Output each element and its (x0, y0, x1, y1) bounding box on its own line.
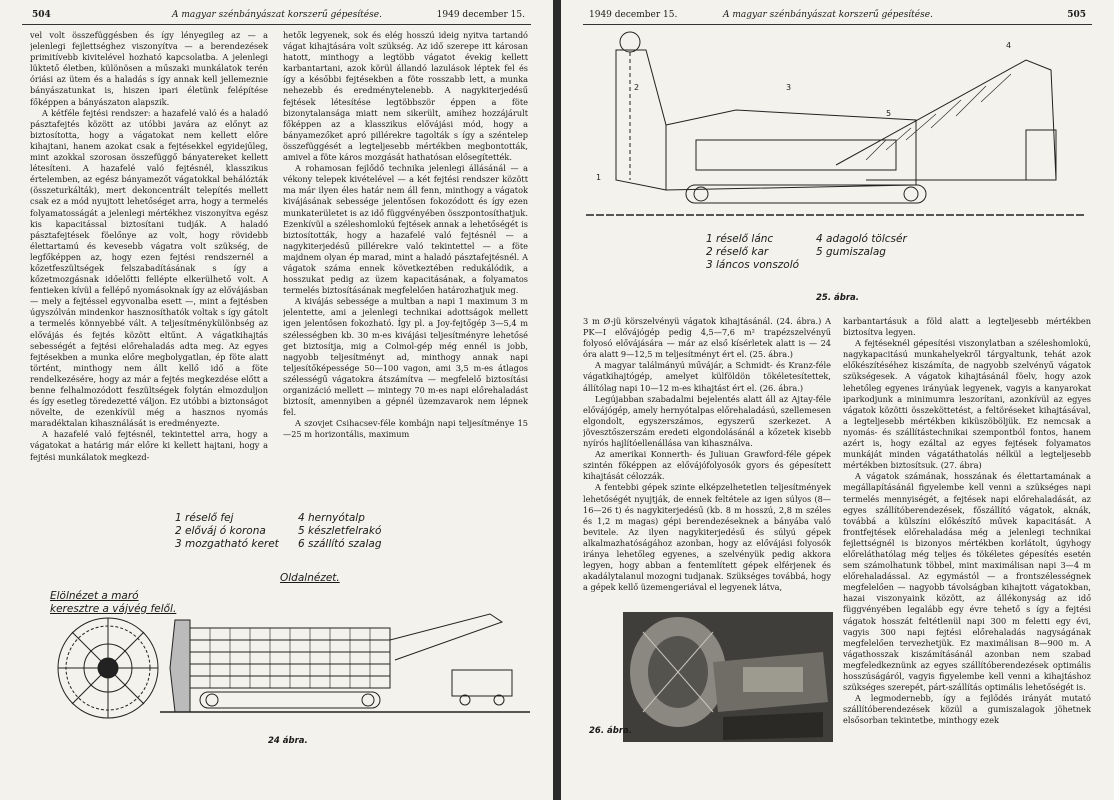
paragraph: 3 m Ø-jü körszelvényü vágatok kihajtásánál. (24. ábra.) A PK—I elővájógép pedig 4,5—7,6 m² trapézszelvényű folyosó elővájására — már az első kísérletek alatt is — 24 óra alatt 9—12,5 m teljesítményt ért el. (25. ábra.) (583, 316, 831, 360)
diagram-number: 2 (634, 83, 640, 92)
legend-item: 3 mozgatható keret (175, 538, 279, 550)
fig25-drawing (586, 30, 1086, 230)
legend-item: 1 réselő fej (175, 512, 234, 524)
fig24-side-label: Oldalnézet. (280, 572, 340, 584)
paragraph: A rohamosan fejlődő technika jelenlegi állásánál — a vékony telepek kivételével — a két fejtési rendszer között ma már ilyen éles határ nem áll fenn, minthogy a vágatok kivájásának sebessége jelentősen fokozódott és így ezen munkaterületet is az idő függvényében összpontosíthatjuk. Ezenkívül a széleshomlokú fejtések annak a lehetőségét is biztosították, hogy a hazafelé való fejtésnél — a nagykiterjedésű pillérekre való tekintettel — a föte majdnem olyan ép marad, mint a haladó pásztafejtésnél. A vágatok száma ennek következtében redukálódik, a hosszukat pedig az üzem kapacitásának, a folyamatos termelés biztosításának megfelelően határozhatjuk meg. (283, 163, 528, 296)
fig24-front-label-1: Elölnézet a maró (50, 590, 139, 602)
paragraph: A fentebbi gépek szinte elképzelhetetlen teljesítmények lehetőségét nyujtják, de ennek feltétele az igen súlyos (8—16—26 t) és nagykiterjedésű (kb. 8 m hosszú, 2,8 m széles és 1,2 m magas) gépi berendezéseknek a bányába való bevitele. Az ilyen nagykiterjedésű és súlyú gépek alkalmazhatóságához azonban, hogy az elővájási folyosók iránya lehetőleg egyenes, a szelvényük pedig akkora legyen, hogy abban a fentemlített gépek elférjenek és akadálytalanul mozogni tudjanak. Szükséges továbbá, hogy a gépek kellő üzemengeriával el legyenek látva, (583, 482, 831, 593)
paragraph: karbantartásuk a föld alatt a legteljesebb mértékben biztosítva legyen. (843, 316, 1091, 338)
paragraph: A hazafelé való fejtésnél, tekintettel arra, hogy a vágatokat a határig már előre ki kellett hajtani, hogy a fejtési munkálatok megkezd- (30, 429, 268, 462)
legend-item: 5 gumiszalag (816, 246, 886, 258)
page-number: 505 (1067, 10, 1086, 20)
fig24-drawing (40, 600, 530, 730)
left-page (0, 0, 553, 800)
page-header (22, 8, 531, 25)
paragraph: Az amerikai Konnerth- és Juliuan Grawford-féle gépek szintén főképpen az elővájófolyosók gyors és gépesített kihajtását célozzák. (583, 449, 831, 482)
page-number: 504 (32, 10, 51, 20)
paragraph: A kivájás sebessége a multban a napi 1 maximum 3 m jelentette, ami a jelenlegi technikai adottságok mellett igen jelentősen fokozható. Így pl. a Joy-fejtőgép 3—5,4 m szélességben kb. 30 m-es kivájási teljesítményre lehetősé get biztosítja, mig a Colmol-gép még ennél is jobb, nagyobb teljesítményt ad, minthogy annak napi teljesítőképessége 50—100 vagon, ami 3,5 m-es átlagos szélességű vágatokra átszámítva — megfelelő biztosítási organizáció mellett — mintegy 70 m-es napi előrehaladást biztosít, amennyiben a gépnél üzemzavarok nem lépnek fel. (283, 296, 528, 418)
legend-item: 2 réselő kar (706, 246, 769, 258)
legend-item: 2 előváj ó korona (175, 525, 266, 537)
fig24-front-label-2: keresztre a vájvég felől. (50, 603, 177, 615)
issue-date: 1949 december 15. (589, 10, 678, 20)
legend-item: 1 réselő lánc (706, 233, 774, 245)
paragraph: vel volt összefüggésben és így lényegileg az — a jelenlegi fejlettséghez viszonyítva — a berendezések primitívebb kivitelével hozható kapcsolatba. A jelenlegi lüktető életben, különösen a műszaki munkálatok terén óriási az ütem és a haladás s így annak kell jellemeznie bányászatunkat is, hiszen ipari életünk felépítése főképpen a bányászaton alapszik. (30, 30, 268, 107)
legend-item: 4 hernyótalp (298, 512, 365, 524)
diagram-number: 3 (786, 83, 792, 92)
paragraph: A legmodernebb, így a fejlődés irányát mutató szállítóberendezések közül a gumiszalagok jöhetnek elsősorban tekintetbe, minthogy ezek (843, 693, 1091, 726)
paragraph: hetők legyenek, sok és elég hosszú ideig nyitva tartandó vágat kihajtására volt szükség. Az idő szerepe itt károsan hatott, minthogy a legtöbb vágatot évekig kellett karbantartani, azok körül állandó lazulások léptek fel és így a későbbi fejtésekben a föte rosszabb lett, a munka nehezebb és eredménytelenebb. A nagykiterjedésű fejtések létesítése legtöbbször éppen a föte bizonytalansága miatt nem sikerült, amihez hozzájárult főképpen az a klasszikus elővájási mód, hogy a bányamezőket apró pillérekre tagolták s így a széntelep összefüggését a legteljesebb mértékben megbontották, amivel a föte káros mozgását hathatósan elősegítették. (283, 30, 528, 163)
text-column-1 (583, 316, 831, 608)
fig26-photo-art (623, 612, 833, 742)
right-page (561, 0, 1114, 800)
diagram-number: 5 (886, 109, 892, 118)
legend-item: 4 adagoló tölcsér (816, 233, 907, 245)
legend-item: 3 láncos vonszoló (706, 259, 800, 271)
page-header (583, 8, 1092, 25)
paragraph: A vágatok számának, hosszának és élettartamának a megállapításánál figyelembe kell venni a szükséges napi termelés mennyiségét, a fejtések napi előrehaladását, az egyes szállítóberendezések, főszállító vágatok, aknák, továbbá a külszíni előkészítő művek kapacitását. A frontfejtések előrehaladása még a jelenlegi technikai fejlettségnél is bizonyos mértékben korlátolt, úgyhogy előreláthatólag még teljes és tökéletes gépesítés esetén sem számolhatunk többel, mint maximálisan napi 3—4 m előrehaladással. Az egymástól — a frontszélességnek megfelelően — nagyobb távolságban kihajtott vágatokban, hazai viszonyaink között, az állékonyság az idő függvényében legalább egy évre tehető s így a fejtési vágatok hosszát feltétlenül napi 300 m feletti egy évi, vagyis 300 napi fejtési előrehaladás nagyságának megfelelően tervezhetjük. Ez maximálisan 8—900 m. A vágathosszak kiszámításánál azonban nem szabad megfeledkeznünk az egyes szállítóberendezések optimális hosszúságáról, vagyis figyelembe kell venni a kihajtáshoz szükséges szerepét, párt-szállítás optimális lehetőségét is. (843, 471, 1091, 693)
fig24-legend-left (175, 512, 279, 551)
fig24-caption: 24 ábra. (268, 736, 308, 746)
fig25-legend-right (816, 233, 907, 259)
diagram-number: 4 (1006, 41, 1012, 50)
running-title: A magyar szénbányászat korszerű gépesítése. (723, 10, 933, 20)
running-title: A magyar szénbányászat korszerű gépesítése. (172, 10, 382, 20)
fig26-photo (623, 612, 833, 742)
paragraph: A magyar találmányú művájár, a Schmidt- és Kranz-féle vágatkihajtógép, amelyet külföldön tökéletesítettek, állítólag napi 10—12 m-es kihajtást ért el. (26. ábra.) (583, 360, 831, 393)
legend-item: 6 szállító szalag (298, 538, 382, 550)
text-column-1 (30, 30, 268, 498)
issue-date: 1949 december 15. (436, 10, 525, 20)
legend-item: 5 készletfelrakó (298, 525, 382, 537)
text-column-2 (843, 316, 1091, 756)
paragraph: A szovjet Csihacsev-féle kombájn napi teljesítménye 15—25 m horizontális, maximum (283, 418, 528, 440)
paragraph: A fejtéseknél gépesítési viszonylatban a széleshomlokú, nagykapacitású munkahelyekről tárgyaltunk, tehát azok előkészítéséhez kiszámíta, de nagyobb szelvényű vágatok szükségesek. A vágatok kihajtásánál föelv, hogy azok lehetőleg egyenes irányúak legyenek, vagyis a kanyarokat iparkodjunk a minimumra leszorítani, azonkívül az egyes vágatok közötti összeköttetést, a feltöréseket kihajtásával, a legteljesebb mértékben kiküszöböljük. Ez nemcsak a nyomás- és szállítástechnikai szempontból fontos, hanem azért is, hogy ezáltal az egyes fejtések folyamatos munkáját minden vágatáthatolás nélkül a legteljesebb mértékben biztosítsuk. (27. ábra) (843, 338, 1091, 471)
fig26-caption: 26. ábra. (589, 726, 632, 736)
fig24-legend-right (298, 512, 382, 551)
fig25-caption: 25. ábra. (816, 293, 859, 303)
fig25-legend-left (706, 233, 799, 272)
diagram-number: 1 (596, 173, 602, 182)
paragraph: A kétféle fejtési rendszer: a hazafelé való és a haladó pásztafejtés között az utóbbi javára az előnyt az biztosította, hogy a vágatokat nem kellett előre kihajtani, hanem azokat csak a fejtésekkel egyidejűleg, mint azokkal szorosan összefüggő bányatereket kellett létesíteni. A hazafelé való fejtésnél, klasszikus értelemben, az egész bányamezőt vágatokkal behálózták (összeturkálták), mert dekoncentrált telepítés mellett csak ez a mód nyujtott lehetőséget arra, hogy a termelés folyamatosságát a jelenlegi mértékhez viszonyítva egész kis kapacitással biztosítani tudják. A haladó pásztafejtések föelőnye az volt, hogy rövidebb élettartamú és kevesebb vágatra volt szükség, de legfőképpen az, hogy ezen fejtési rendszernél a kőzetfeszültségek felszabadításának s így a kőzetmozgásnak időelőtti fellépte elkerülhető volt. A fentieken kívül a fellépő nyomásoknak így az elővájásban — mely a fejtéssel egyvonalba esett —, mint a fejtésben úgyszólván mindenkor hasznosíthatók voltak s így gátolt a termelés könnyebbé vált. A teljesítménykülönbség az elővájás és fejtés között eltűnt. A vágatkihajtás sebességét a fejtési előrehaladás adta meg. Az egyes fejtésekben a munka előre megbolygatlan, ép föte alatt történt, minthogy nem állt kellő idő a föte rendelkezésére, hogy az már a fejtés megkezdése előtt a benne felhalmozódott feszültségek folytán elmozduljon és így esetleg töredezetté váljon. Ez utóbbi a biztonságot növelte, de ezenkívül még a hasznos nyomás maradéktalan kihasználását is eredményezte. (30, 107, 268, 429)
text-column-2 (283, 30, 528, 498)
paragraph: Legújabban szabadalmi bejelentés alatt áll az Ajtay-féle elővájógép, amely hernyótalpas előrehaladású, szellemesen elgondolt, egyszerszámos, egyszerű szerkezet. A jövesztőszerszám eredeti elgondolásánál a kőzetek kisebb nyírós hajlítóellenállása van kihasználva. (583, 393, 831, 449)
